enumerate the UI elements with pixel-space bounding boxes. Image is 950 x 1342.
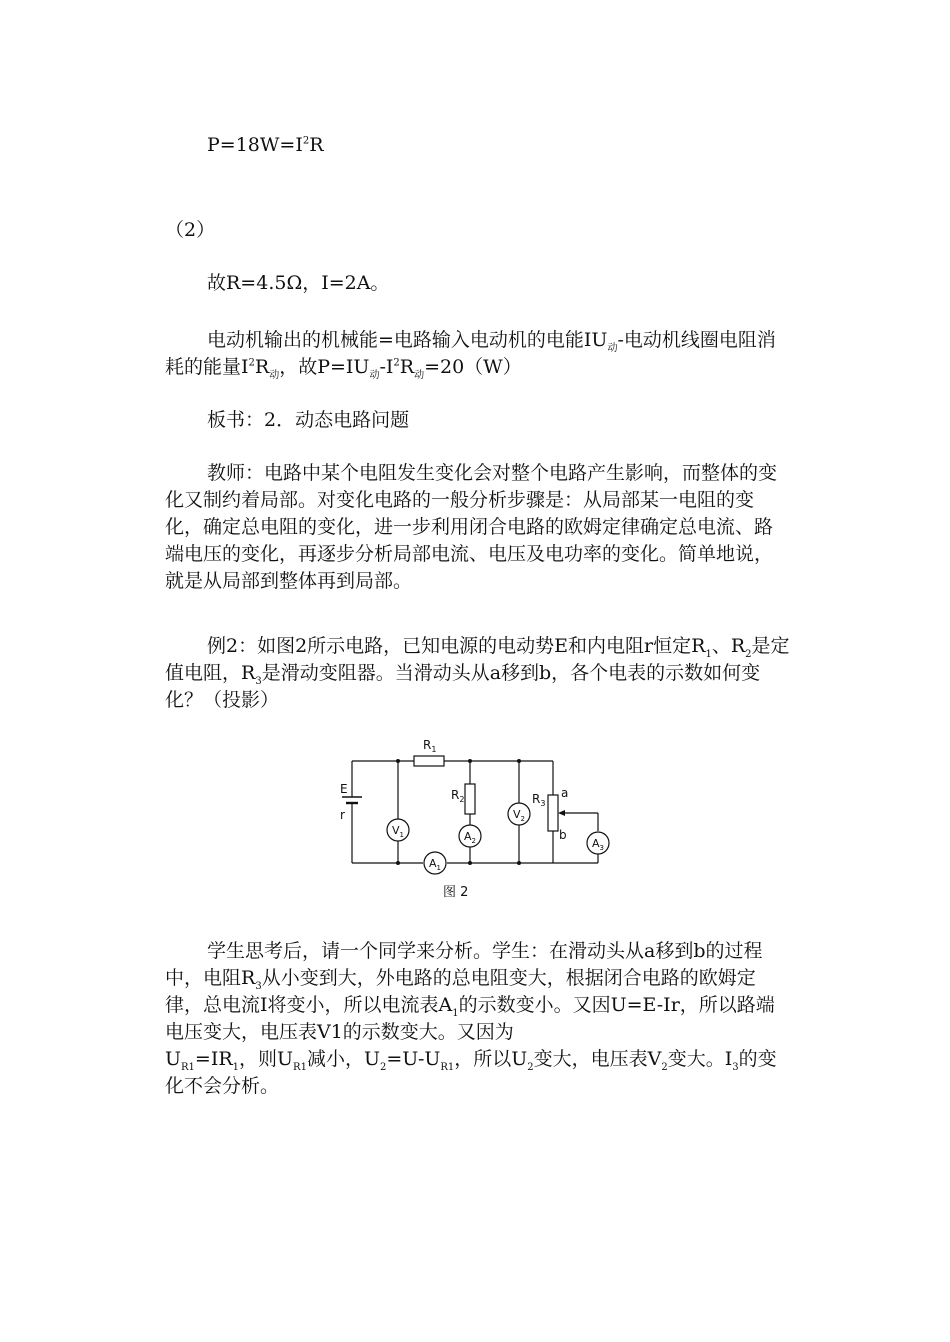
junction-dot xyxy=(396,861,400,865)
label-a2: $A_2$ xyxy=(464,830,476,845)
label-r3: $R_3$ xyxy=(532,792,546,808)
rheostat-r3 xyxy=(548,795,558,831)
motor-energy-paragraph: 电动机输出的机械能=电路输入电动机的电能$IU_动-$电动机线圈电阻消耗的能量$I^2R_动$，故$P=IU_动-I^2R_动=20(W)$ xyxy=(165,329,776,381)
label-v1: $V_1$ xyxy=(392,824,404,839)
power-equation: $P=18W=I^2R$ xyxy=(207,134,324,156)
label-r2: $R_2$ xyxy=(451,788,465,804)
figure-caption: 图 2 xyxy=(443,885,469,900)
resistor-r2 xyxy=(465,784,475,814)
label-v2: $V_2$ xyxy=(513,808,525,823)
item-number-2: （2） xyxy=(165,219,216,241)
resistor-r1 xyxy=(414,756,444,766)
label-b: b xyxy=(559,828,567,842)
slider-arrow xyxy=(558,810,565,816)
teacher-paragraph: 教师：电路中某个电阻发生变化会对整个电路产生影响，而整体的变化又制约着局部。对变化电路的一般分析步骤是：从局部某一电阻的变化，确定总电阻的变化，进一步利用闭合电路的欧姆定律确定总电流、路端电压的变化，再逐步分析局部电流、电压及电功率的变化。简单地说，就是从局部到整体再到局部。 xyxy=(165,462,778,592)
result-line: 故R=4.5Ω，I=2A。 xyxy=(207,272,390,294)
label-e: E xyxy=(340,782,348,796)
student-analysis-paragraph: 学生思考后，请一个同学来分析。学生：在滑动头从a移到b的过程中，电阻$R_3$从小变到大，外电路的总电阻变大，根据闭合电路的欧姆定律，总电流I将变小，所以电流表$A_1$的示数变小。又因U=E-Ir，所以路端电压变大，电压表V1的示数变大。又因为 $U_{R1}=IR_1$，则$U_{R1}$减小，$U_2=U-U_{R1}$，所以$U_2$变大，电压表$V_2$变大。$I_3$的变化不会分析。 xyxy=(165,940,777,1097)
junction-dot xyxy=(517,759,521,763)
label-a: a xyxy=(561,786,569,800)
junction-dot xyxy=(468,861,472,865)
label-a3: $A_3$ xyxy=(592,837,604,852)
junction-dot xyxy=(396,759,400,763)
junction-dot xyxy=(517,861,521,865)
junction-dot xyxy=(468,759,472,763)
blackboard-heading: 板书：2．动态电路问题 xyxy=(207,409,410,431)
label-r: r xyxy=(340,808,345,822)
label-a1: $A_1$ xyxy=(429,857,441,872)
example-2-paragraph: 例2：如图2所示电路，已知电源的电动势E和内电阻r恒定$R_1$、$R_2$是定值电阻，$R_3$是滑动变阻器。当滑动头从a移到b，各个电表的示数如何变化？（投影） xyxy=(165,635,790,711)
label-r1: $R_1$ xyxy=(423,738,437,754)
circuit-diagram-figure-2 xyxy=(330,733,630,913)
